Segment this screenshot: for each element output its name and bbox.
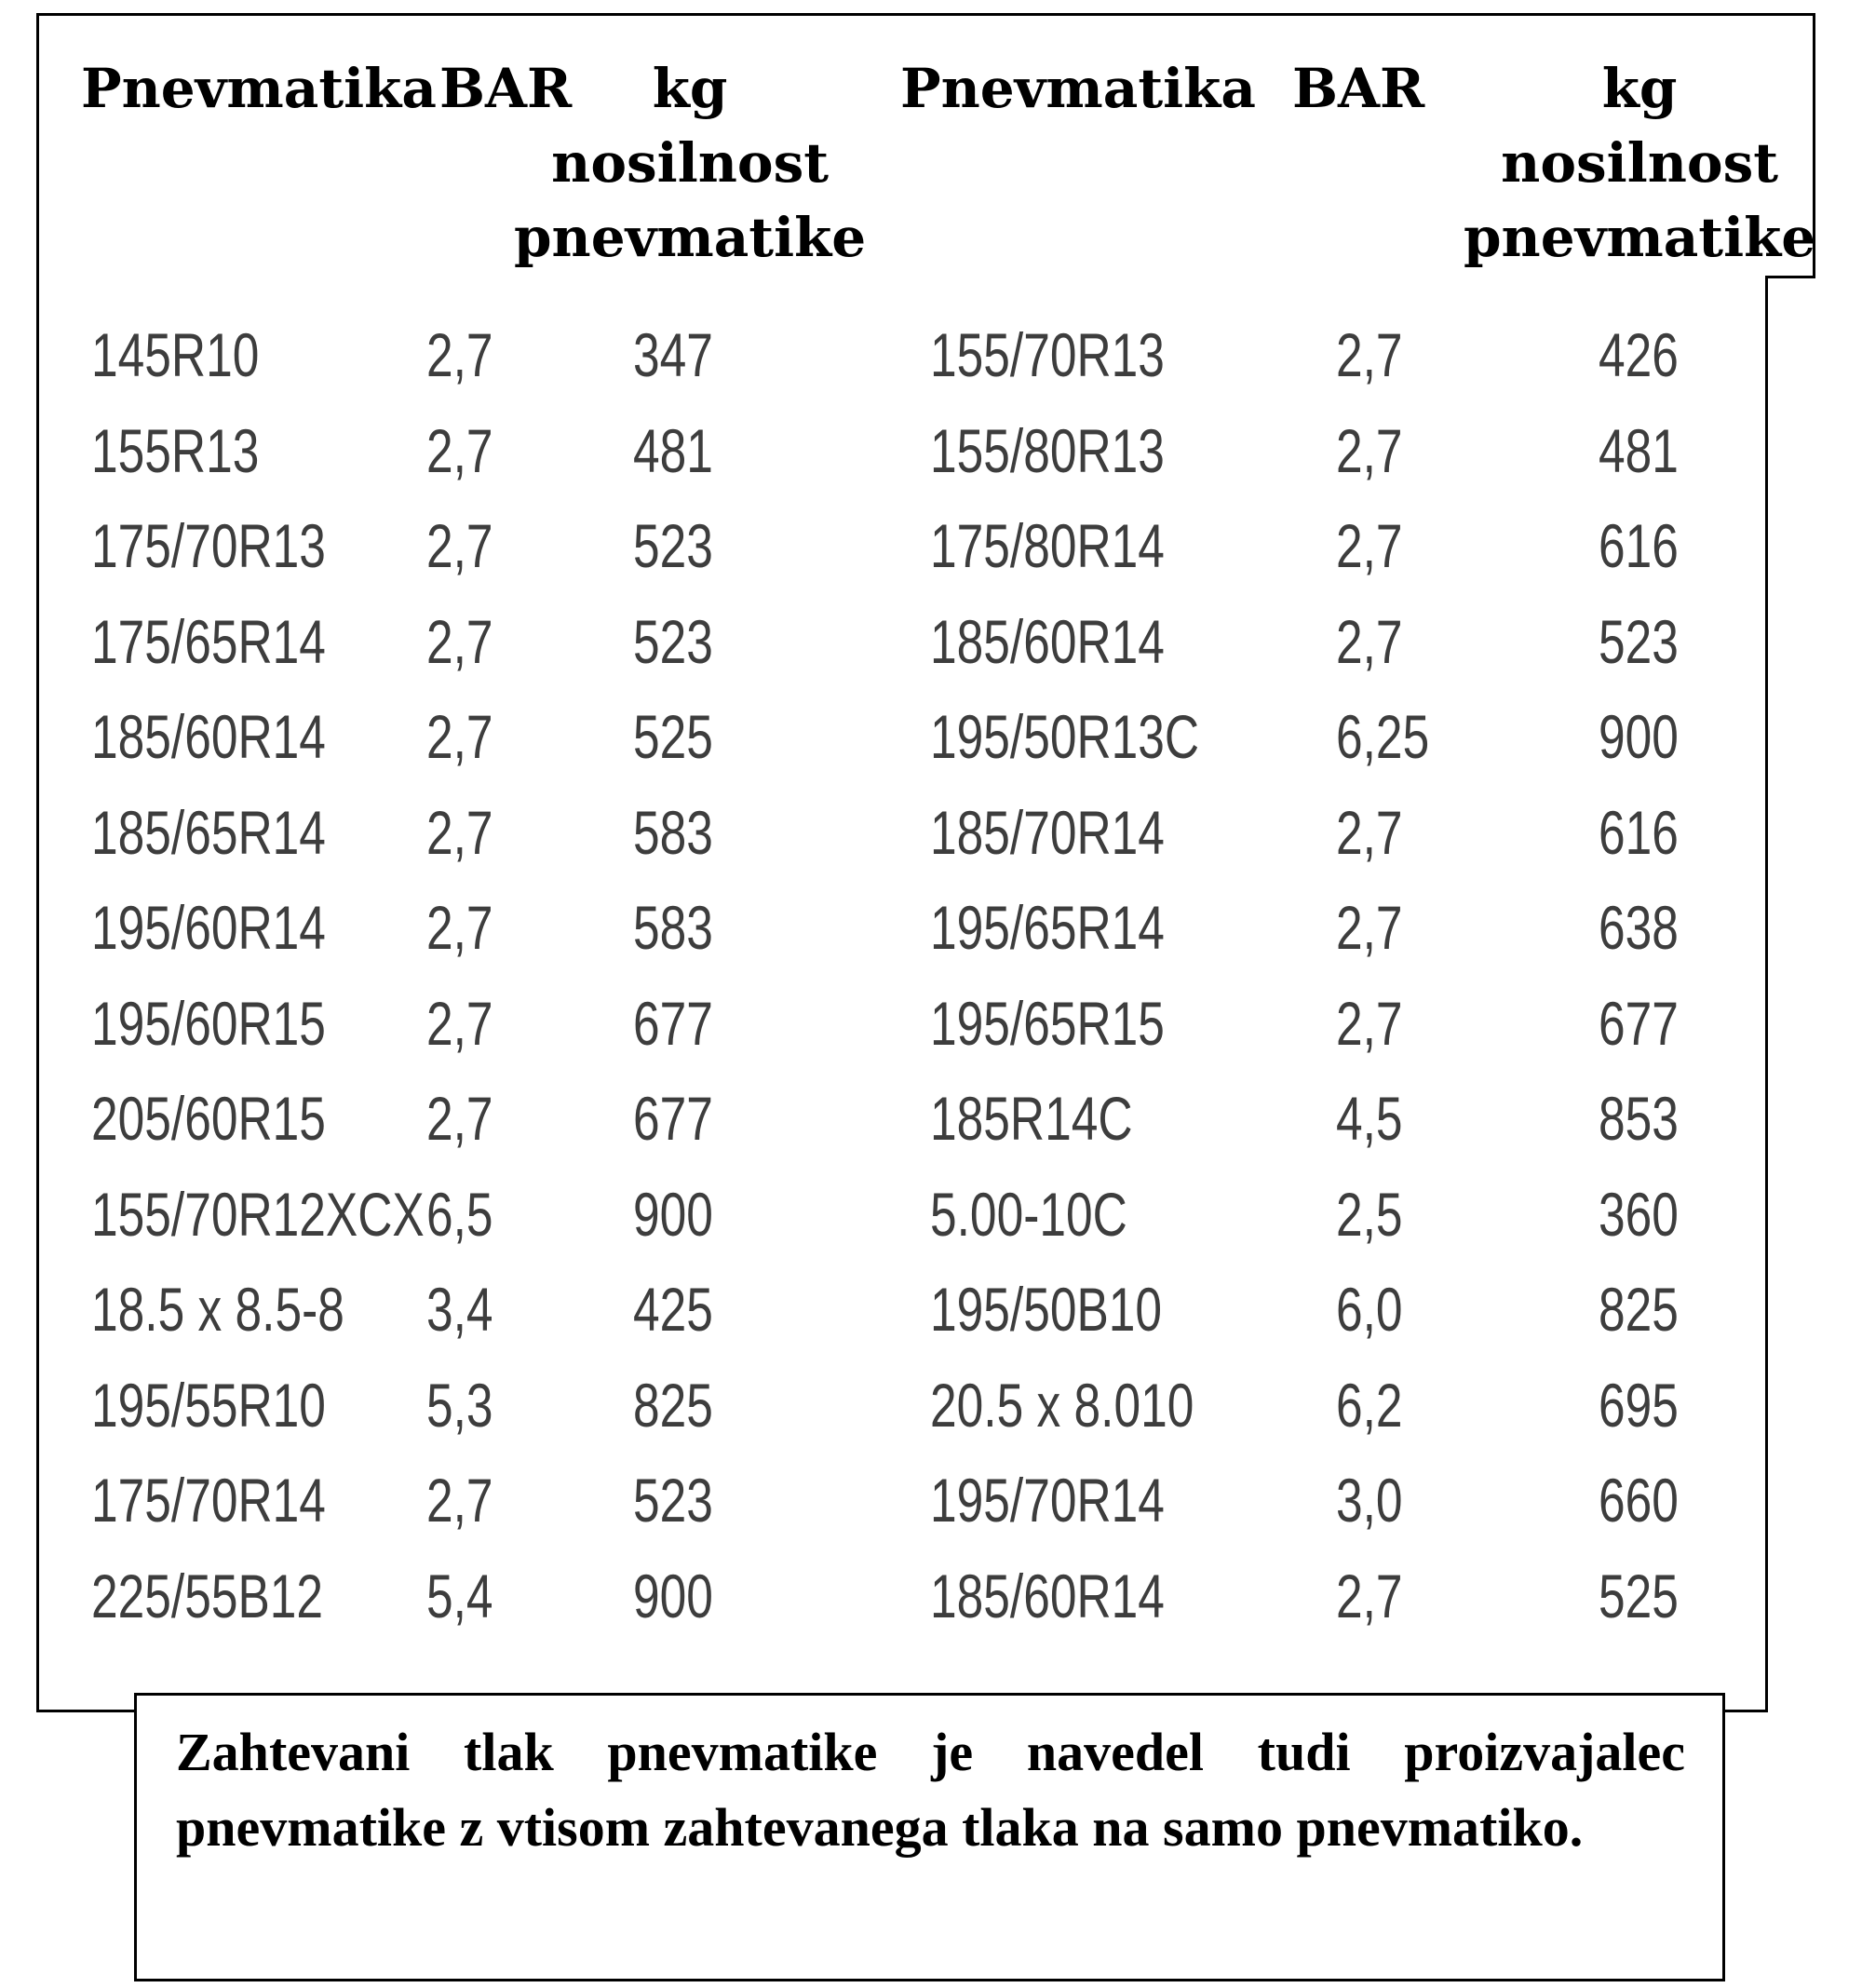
cell-bar-left: 2,7: [426, 893, 493, 962]
cell-bar-left: 2,7: [426, 415, 493, 485]
header-kg-right: kg nosilnost pnevmatike: [1464, 57, 1816, 269]
cell-kg-right: 660: [1599, 1466, 1679, 1535]
header-tire-left: Pnevmatika: [81, 57, 437, 120]
header-tire-right: Pnevmatika: [900, 57, 1256, 120]
cell-kg-right: 616: [1599, 511, 1679, 580]
cell-bar-left: 2,7: [426, 606, 493, 676]
cell-tire-right: 195/65R15: [930, 988, 1165, 1058]
cell-bar-left: 5,4: [426, 1561, 493, 1630]
cell-kg-left: 583: [633, 797, 713, 867]
cell-kg-right: 426: [1599, 320, 1679, 389]
header-kg-left: kg nosilnost pnevmatike: [514, 57, 867, 269]
cell-kg-right: 695: [1599, 1370, 1679, 1440]
table-row: [39, 499, 1765, 592]
header-bar-right: BAR: [1292, 57, 1425, 120]
cell-tire-left: 155/70R12XCX: [91, 1179, 425, 1249]
cell-tire-left: 225/55B12: [91, 1561, 324, 1630]
cell-kg-right: 677: [1599, 988, 1679, 1058]
cell-kg-right: 360: [1599, 1179, 1679, 1249]
cell-bar-right: 6,0: [1336, 1275, 1403, 1344]
cell-bar-left: 2,7: [426, 702, 493, 771]
cell-tire-right: 195/50R13C: [930, 702, 1200, 771]
cell-kg-right: 525: [1599, 1561, 1679, 1630]
cell-tire-left: 185/60R14: [91, 702, 326, 771]
table-row: [39, 1263, 1765, 1356]
table-row: [39, 308, 1765, 401]
cell-bar-left: 5,3: [426, 1370, 493, 1440]
table-row: [39, 1359, 1765, 1452]
cell-kg-left: 347: [633, 320, 713, 389]
cell-bar-left: 2,7: [426, 1084, 493, 1153]
cell-tire-right: 20.5 x 8.010: [930, 1370, 1194, 1440]
cell-tire-right: 185R14C: [930, 1084, 1133, 1153]
cell-tire-left: 205/60R15: [91, 1084, 326, 1153]
cell-tire-right: 185/70R14: [930, 797, 1165, 867]
table-row: [39, 1072, 1765, 1165]
table-row: [39, 1549, 1765, 1643]
cell-tire-right: 185/60R14: [930, 606, 1165, 676]
cell-kg-left: 677: [633, 988, 713, 1058]
table-row: [39, 690, 1765, 783]
cell-kg-left: 523: [633, 511, 713, 580]
cell-bar-right: 2,7: [1336, 988, 1403, 1058]
cell-bar-right: 4,5: [1336, 1084, 1403, 1153]
cell-bar-left: 3,4: [426, 1275, 493, 1344]
cell-bar-left: 6,5: [426, 1179, 493, 1249]
cell-kg-left: 525: [633, 702, 713, 771]
cell-bar-right: 2,7: [1336, 606, 1403, 676]
cell-tire-left: 185/65R14: [91, 797, 326, 867]
cell-kg-left: 481: [633, 415, 713, 485]
cell-tire-right: 195/70R14: [930, 1466, 1165, 1535]
cell-tire-left: 145R10: [91, 320, 260, 389]
note-box: [134, 1693, 1725, 1981]
cell-bar-right: 2,5: [1336, 1179, 1403, 1249]
cell-bar-right: 2,7: [1336, 797, 1403, 867]
table-row: [39, 1454, 1765, 1547]
cell-bar-left: 2,7: [426, 797, 493, 867]
cell-tire-left: 18.5 x 8.5-8: [91, 1275, 344, 1344]
table-body: [36, 276, 1768, 1712]
cell-tire-left: 175/65R14: [91, 606, 326, 676]
note-text: Zahtevani tlak pnevmatike je navedel tudi proizvajalec pnevmatike z vtisom zahtevanega tlaka na samo pnevmatiko.: [176, 1722, 1685, 1858]
cell-tire-left: 155R13: [91, 415, 260, 485]
cell-tire-right: 195/65R14: [930, 893, 1165, 962]
cell-kg-left: 900: [633, 1561, 713, 1630]
cell-bar-right: 2,7: [1336, 415, 1403, 485]
cell-bar-right: 3,0: [1336, 1466, 1403, 1535]
cell-bar-right: 6,25: [1336, 702, 1430, 771]
cell-tire-left: 195/60R15: [91, 988, 326, 1058]
cell-tire-right: 155/70R13: [930, 320, 1165, 389]
cell-kg-right: 638: [1599, 893, 1679, 962]
cell-bar-left: 2,7: [426, 320, 493, 389]
table-row: [39, 404, 1765, 497]
cell-bar-left: 2,7: [426, 1466, 493, 1535]
cell-kg-left: 523: [633, 1466, 713, 1535]
table-row: [39, 786, 1765, 879]
cell-tire-left: 175/70R13: [91, 511, 326, 580]
table-row: [39, 1168, 1765, 1261]
header-bar-left: BAR: [439, 57, 573, 120]
cell-tire-right: 5.00-10C: [930, 1179, 1127, 1249]
cell-kg-right: 481: [1599, 415, 1679, 485]
cell-kg-left: 677: [633, 1084, 713, 1153]
table-header: [36, 13, 1815, 278]
cell-kg-right: 900: [1599, 702, 1679, 771]
cell-tire-right: 185/60R14: [930, 1561, 1165, 1630]
cell-kg-left: 825: [633, 1370, 713, 1440]
cell-kg-right: 616: [1599, 797, 1679, 867]
cell-kg-right: 825: [1599, 1275, 1679, 1344]
cell-bar-left: 2,7: [426, 988, 493, 1058]
cell-tire-left: 195/60R14: [91, 893, 326, 962]
cell-bar-right: 2,7: [1336, 893, 1403, 962]
cell-bar-left: 2,7: [426, 511, 493, 580]
cell-kg-left: 523: [633, 606, 713, 676]
cell-kg-left: 583: [633, 893, 713, 962]
cell-bar-right: 6,2: [1336, 1370, 1403, 1440]
cell-kg-right: 523: [1599, 606, 1679, 676]
cell-bar-right: 2,7: [1336, 511, 1403, 580]
table-row: [39, 881, 1765, 974]
cell-tire-right: 155/80R13: [930, 415, 1165, 485]
cell-bar-right: 2,7: [1336, 1561, 1403, 1630]
cell-kg-right: 853: [1599, 1084, 1679, 1153]
table-row: [39, 595, 1765, 688]
cell-bar-right: 2,7: [1336, 320, 1403, 389]
cell-kg-left: 900: [633, 1179, 713, 1249]
cell-tire-right: 175/80R14: [930, 511, 1165, 580]
cell-tire-left: 175/70R14: [91, 1466, 326, 1535]
cell-tire-right: 195/50B10: [930, 1275, 1163, 1344]
table-row: [39, 977, 1765, 1070]
cell-kg-left: 425: [633, 1275, 713, 1344]
cell-tire-left: 195/55R10: [91, 1370, 326, 1440]
